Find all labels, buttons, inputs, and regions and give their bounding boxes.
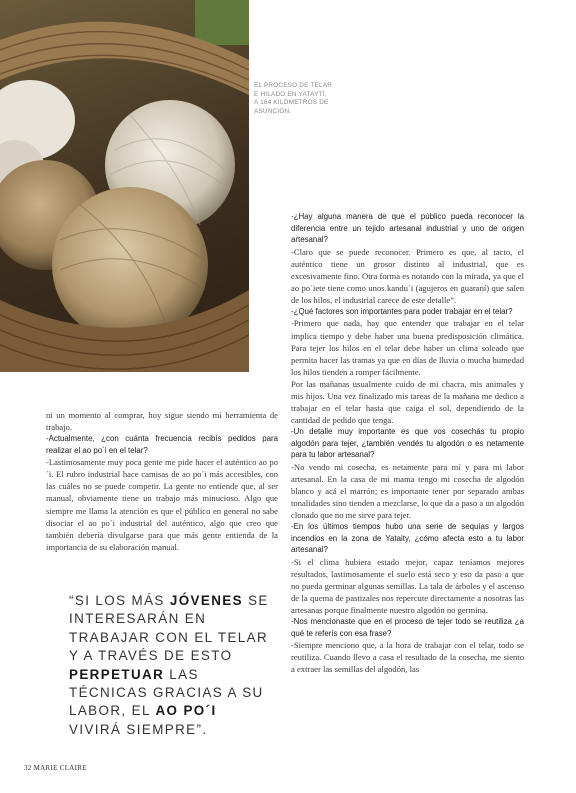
caption-line: A 164 KILÓMETROS DE [254,99,329,107]
right-column [291,211,524,676]
question: -Actualmente, ¿con cuánta frecuencia recibís pedidos para realizar el ao po´i en el telar? [46,434,278,455]
answer-paragraph: ni un momento al comprar, hoy sigue siendo mi herramienta de trabajo. [46,410,278,433]
answer-paragraph: -Lastimosamente muy poca gente me pide hacer el auténtico ao po´i. El rubro industrial hace camisas de ao po´i más accesibles, con las cuáles no se puede competir. La gente no entiende que, al ser manual, obviamente tiene un trabajo más minucioso. Algo que siempre me llama la atención es que el público en general no sabe disociar el ao po´i industrial del auténtico, algo que creo que también debería divulgarse para que más gente entienda de la importancia de su elaboración manual. [46,457,278,552]
question: -Nos mencionaste que en el proceso de tejer todo se reutiliza ¿a qué te referís con esa frase? [291,617,524,638]
photo-caption [254,82,374,116]
pull-quote-text: LAS TÉCNICAS GRACIAS A SU LABOR, EL [69,666,264,719]
page-folio: 32 MARIE CLAIRE [24,764,87,772]
caption-line: ASUNCIÓN. [254,107,292,115]
question: -En los últimos tiempos hubo una serie de sequías y largos incendios en la zona de Yataity, ¿cómo afecta esto a tu labor artesanal? [291,522,524,555]
pull-quote-text: VIVIRÁ SIEMPRE”. [69,721,208,737]
answer-paragraph: Por las mañanas usualmente cuido de mi chacra, mis animales y mis hijos. Una vez finalizado mis tareas de la mañana me dedico a trabajar en el telar hasta que caiga el sol, dependiendo de la cantidad de pedido que tenga. [291,378,524,426]
answer-paragraph: -Si el clima hubiera estado mejor, capaz teníamos mejores resultados, lastimosamente el suelo está seco y eso da paso a que no pueda germinar algunas semillas. La tala de árboles y el ascenso de la quema de pastizales nos repercute directamente a nosotras las artesanas porque finalmente nuestro algodón no germina. [291,556,524,616]
pull-quote-emphasis: AO PO´I [155,703,217,719]
question: -¿Hay alguna manera de que el público pueda reconocer la diferencia entre un tejido artesanal industrial y uno de origen artesanal? [291,212,524,244]
pull-quote [69,592,269,739]
pull-quote-text: SE INTERESARÁN EN TRABAJAR CON EL TELAR Y A TRAVÉS DE ESTO [69,593,269,664]
pull-quote-emphasis: JÓVENES [169,593,243,608]
answer-paragraph: -Primero que nada, hay que entender que trabajar en el telar implica tiempo y debe haber una buena predisposición climática. Para tejer los hilos en el telar debe haber un clima soleado que permita hacer las tramas ya que en días de lluvia o mucha humedad los hilos tienden a romper fácilmente. [291,318,524,377]
answer-paragraph: -Siempre menciono que, a la hora de trabajar con el telar, todo se reutiliza. Cuando llevo a casa el resultado de la cosecha, me siento a extraer las semillas del algodón, las [291,640,524,675]
question: -¿Qué factores son importantes para poder trabajar en el telar? [291,306,513,316]
answer-paragraph: -No vendo mi cosecha, es netamente para mí y para mi labor artesanal. En la casa de mi mama tengo mi cosecha de algodón blanco y acá el marrón; es importante tener por separado ambas tonalidades sino tienden a mezclarse, lo que da a paso a un algodón clonado que no me sirve para tejer. [291,461,524,521]
left-column [46,409,278,553]
answer-paragraph: -Claro que se puede reconocer. Primero es que, al tacto, el auténtico tiene un grosor distinto al industrial, que es excesivamente fino. Otra forma es notando con la mirada, ya que el ao po´iete tiene como unos kandu´i (agujeros en guaraní) que salen de los hilos, el industrial carece de este detalle”. [291,246,524,305]
yarn-basket-photo [0,0,249,372]
pull-quote-emphasis: PERPETUAR [69,666,165,682]
pull-quote-text: “SI LOS MÁS [69,593,170,608]
caption-line: E HILADO EN YATAYTÍ, [254,90,327,98]
yarn-basket-illustration [0,0,249,372]
caption-line: EL PROCESO DE TELAR [254,82,333,89]
question: -Un detalle muy importante es que vos cosechás tu propio algodón para tejer, ¿también vendés tu algodón o es netamente para tu labor artesanal? [291,427,524,460]
